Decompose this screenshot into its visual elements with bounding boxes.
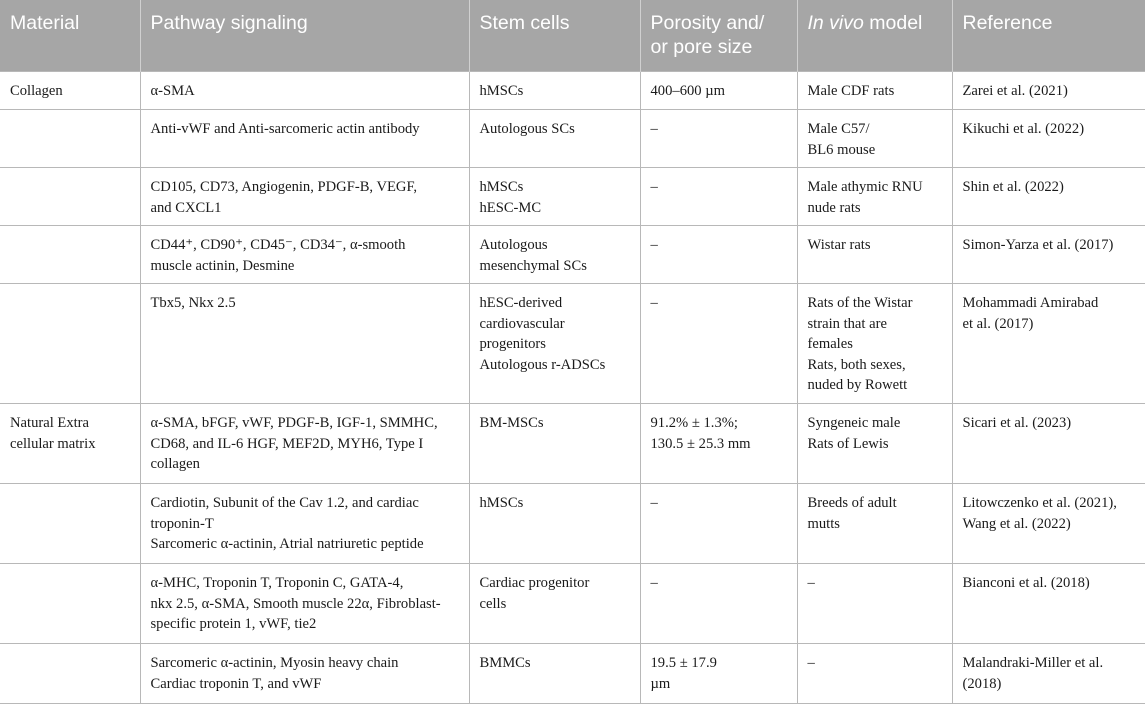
cell-reference: Kikuchi et al. (2022) [952,110,1145,168]
cell-in-vivo-model: Wistar rats [797,226,952,284]
cell-stem-cells: Cardiac progenitor cells [469,564,640,644]
cell-material [0,564,140,644]
table-row [0,644,1145,704]
header-text: Stem cells [479,12,570,34]
cell-pathway-signaling: α-MHC, Troponin T, Troponin C, GATA-4, nkx 2.5, α-SMA, Smooth muscle 22α, Fibroblast- specific protein 1, vWF, tie2 [140,564,469,644]
header-text: model [863,12,923,34]
cell-stem-cells: hMSCs [469,484,640,564]
cell-pathway-signaling: α-SMA [140,72,469,110]
table-row [0,110,1145,168]
cell-stem-cells: hMSCs [469,72,640,110]
table-row [0,404,1145,484]
cell-in-vivo-model: Male C57/ BL6 mouse [797,110,952,168]
cell-material [0,484,140,564]
cell-porosity: – [640,484,797,564]
cell-pathway-signaling: Cardiotin, Subunit of the Cav 1.2, and cardiac troponin-T Sarcomeric α-actinin, Atrial natriuretic peptide [140,484,469,564]
header-pathway-signaling [140,0,469,72]
header-stem-cells [469,0,640,72]
cell-porosity: – [640,284,797,404]
cell-in-vivo-model: Male CDF rats [797,72,952,110]
cell-reference: Bianconi et al. (2018) [952,564,1145,644]
table-row [0,226,1145,284]
header-row [0,0,1145,72]
cell-pathway-signaling: Sarcomeric α-actinin, Myosin heavy chain Cardiac troponin T, and vWF [140,644,469,704]
cell-stem-cells: hMSCs hESC-MC [469,168,640,226]
cell-reference: Shin et al. (2022) [952,168,1145,226]
header-text: Material [10,12,80,34]
header-reference [952,0,1145,72]
cell-porosity: – [640,564,797,644]
cell-reference: Mohammadi Amirabad et al. (2017) [952,284,1145,404]
cell-stem-cells: Autologous mesenchymal SCs [469,226,640,284]
cell-material [0,226,140,284]
cell-reference: Litowczenko et al. (2021), Wang et al. (2022) [952,484,1145,564]
cell-material [0,168,140,226]
cell-material: Natural Extra cellular matrix [0,404,140,484]
cell-porosity: 19.5 ± 17.9 µm [640,644,797,704]
header-material [0,0,140,72]
table-row [0,564,1145,644]
table-row [0,484,1145,564]
cell-pathway-signaling: α-SMA, bFGF, vWF, PDGF-B, IGF-1, SMMHC, CD68, and IL-6 HGF, MEF2D, MYH6, Type I collagen [140,404,469,484]
cell-material [0,644,140,704]
header-text: In vivo [807,12,864,34]
header-text: Porosity and/ or pore size [650,12,765,58]
table-row [0,168,1145,226]
cell-reference: Simon-Yarza et al. (2017) [952,226,1145,284]
header-text: Pathway signaling [150,12,308,34]
cell-porosity: 91.2% ± 1.3%; 130.5 ± 25.3 mm [640,404,797,484]
cell-pathway-signaling: CD44⁺, CD90⁺, CD45⁻, CD34⁻, α-smooth muscle actinin, Desmine [140,226,469,284]
cell-pathway-signaling: CD105, CD73, Angiogenin, PDGF-B, VEGF, and CXCL1 [140,168,469,226]
cell-in-vivo-model: Breeds of adult mutts [797,484,952,564]
table-body [0,72,1145,704]
cell-stem-cells: BMMCs [469,644,640,704]
cell-in-vivo-model: – [797,564,952,644]
table-header [0,0,1145,72]
cell-material [0,284,140,404]
cell-stem-cells: BM-MSCs [469,404,640,484]
cell-in-vivo-model: – [797,644,952,704]
cell-reference: Sicari et al. (2023) [952,404,1145,484]
cell-stem-cells: hESC-derived cardiovascular progenitors Autologous r-ADSCs [469,284,640,404]
cell-material [0,110,140,168]
cell-porosity: – [640,110,797,168]
cell-reference: Zarei et al. (2021) [952,72,1145,110]
cell-porosity: – [640,168,797,226]
cell-in-vivo-model: Rats of the Wistar strain that are females Rats, both sexes, nuded by Rowett [797,284,952,404]
cell-stem-cells: Autologous SCs [469,110,640,168]
cell-reference: Malandraki-Miller et al. (2018) [952,644,1145,704]
header-porosity [640,0,797,72]
cell-in-vivo-model: Male athymic RNU nude rats [797,168,952,226]
header-in-vivo-model [797,0,952,72]
cell-material: Collagen [0,72,140,110]
cell-porosity: – [640,226,797,284]
cell-pathway-signaling: Anti-vWF and Anti-sarcomeric actin antibody [140,110,469,168]
table-row [0,284,1145,404]
cell-pathway-signaling: Tbx5, Nkx 2.5 [140,284,469,404]
cell-in-vivo-model: Syngeneic male Rats of Lewis [797,404,952,484]
table-row [0,72,1145,110]
cell-porosity: 400–600 µm [640,72,797,110]
header-text: Reference [962,12,1053,34]
